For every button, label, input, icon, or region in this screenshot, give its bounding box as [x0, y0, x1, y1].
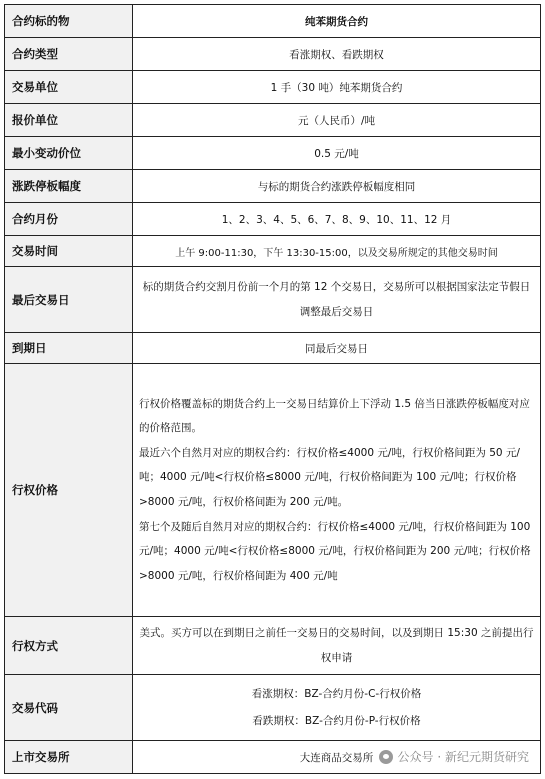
row-label: 上市交易所: [5, 741, 133, 774]
table-row: [5, 236, 541, 267]
row-label: 最小变动价位: [5, 137, 133, 170]
row-label: 到期日: [5, 333, 133, 364]
row-value: 1、2、3、4、5、6、7、8、9、10、11、12 月: [133, 203, 541, 236]
table-row: [5, 333, 541, 364]
row-label: 合约月份: [5, 203, 133, 236]
table-row: [5, 203, 541, 236]
table-row: [5, 71, 541, 104]
table-row: [5, 364, 541, 617]
row-value: 大连商品交易所: [133, 741, 541, 774]
row-label: 报价单位: [5, 104, 133, 137]
row-value: 0.5 元/吨: [133, 137, 541, 170]
wechat-icon: [379, 750, 393, 764]
row-value: 标的期货合约交割月份前一个月的第 12 个交易日，交易所可以根据国家法定节假日调整最后交易日: [133, 267, 541, 333]
row-value: 元（人民币）/吨: [133, 104, 541, 137]
row-value: 美式。买方可以在到期日之前任一交易日的交易时间，以及到期日 15:30 之前提出行权申请: [133, 617, 541, 675]
row-value: 上午 9:00-11:30，下午 13:30-15:00，以及交易所规定的其他交易时间: [133, 236, 541, 267]
watermark: [379, 748, 529, 765]
table-row: [5, 104, 541, 137]
row-label: 合约类型: [5, 38, 133, 71]
row-label: 交易代码: [5, 675, 133, 741]
row-value: 看涨期权、看跌期权: [133, 38, 541, 71]
row-label: 涨跌停板幅度: [5, 170, 133, 203]
row-label: 交易时间: [5, 236, 133, 267]
table-row: [5, 38, 541, 71]
row-value: 行权价格覆盖标的期货合约上一交易日结算价上下浮动 1.5 倍当日涨跌停板幅度对应的价格范围。 最近六个自然月对应的期权合约：行权价格≤4000 元/吨，行权价格间距为 50 元/吨；4000 元/吨<行权价格≤8000 元/吨，行权价格间距为 100 元/吨；行权价格>8000 元/吨，行权价格间距为 200 元/吨。 第七个及随后自然月对应的期权合约：行权价格≤4000 元/吨，行权价格间距为 100 元/吨；4000 元/吨<行权价格≤8000 元/吨，行权价格间距为 200 元/吨；行权价格>8000 元/吨，行权价格间距为 400 元/吨: [133, 364, 541, 617]
table-row: [5, 5, 541, 38]
table-row: [5, 267, 541, 333]
row-label: 合约标的物: [5, 5, 133, 38]
table-row: [5, 170, 541, 203]
row-value: 与标的期货合约涨跌停板幅度相同: [133, 170, 541, 203]
watermark-text: 公众号 · 新纪元期货研究: [397, 750, 529, 764]
table-row: [5, 617, 541, 675]
row-value: 看涨期权：BZ-合约月份-C-行权价格 看跌期权：BZ-合约月份-P-行权价格: [133, 675, 541, 741]
table-row: [5, 137, 541, 170]
row-label: 行权方式: [5, 617, 133, 675]
row-value: 1 手（30 吨）纯苯期货合约: [133, 71, 541, 104]
table-row: [5, 675, 541, 741]
row-value: 纯苯期货合约: [133, 5, 541, 38]
row-label: 行权价格: [5, 364, 133, 617]
row-label: 最后交易日: [5, 267, 133, 333]
row-value: 同最后交易日: [133, 333, 541, 364]
row-label: 交易单位: [5, 71, 133, 104]
option-spec-table: [4, 4, 541, 774]
